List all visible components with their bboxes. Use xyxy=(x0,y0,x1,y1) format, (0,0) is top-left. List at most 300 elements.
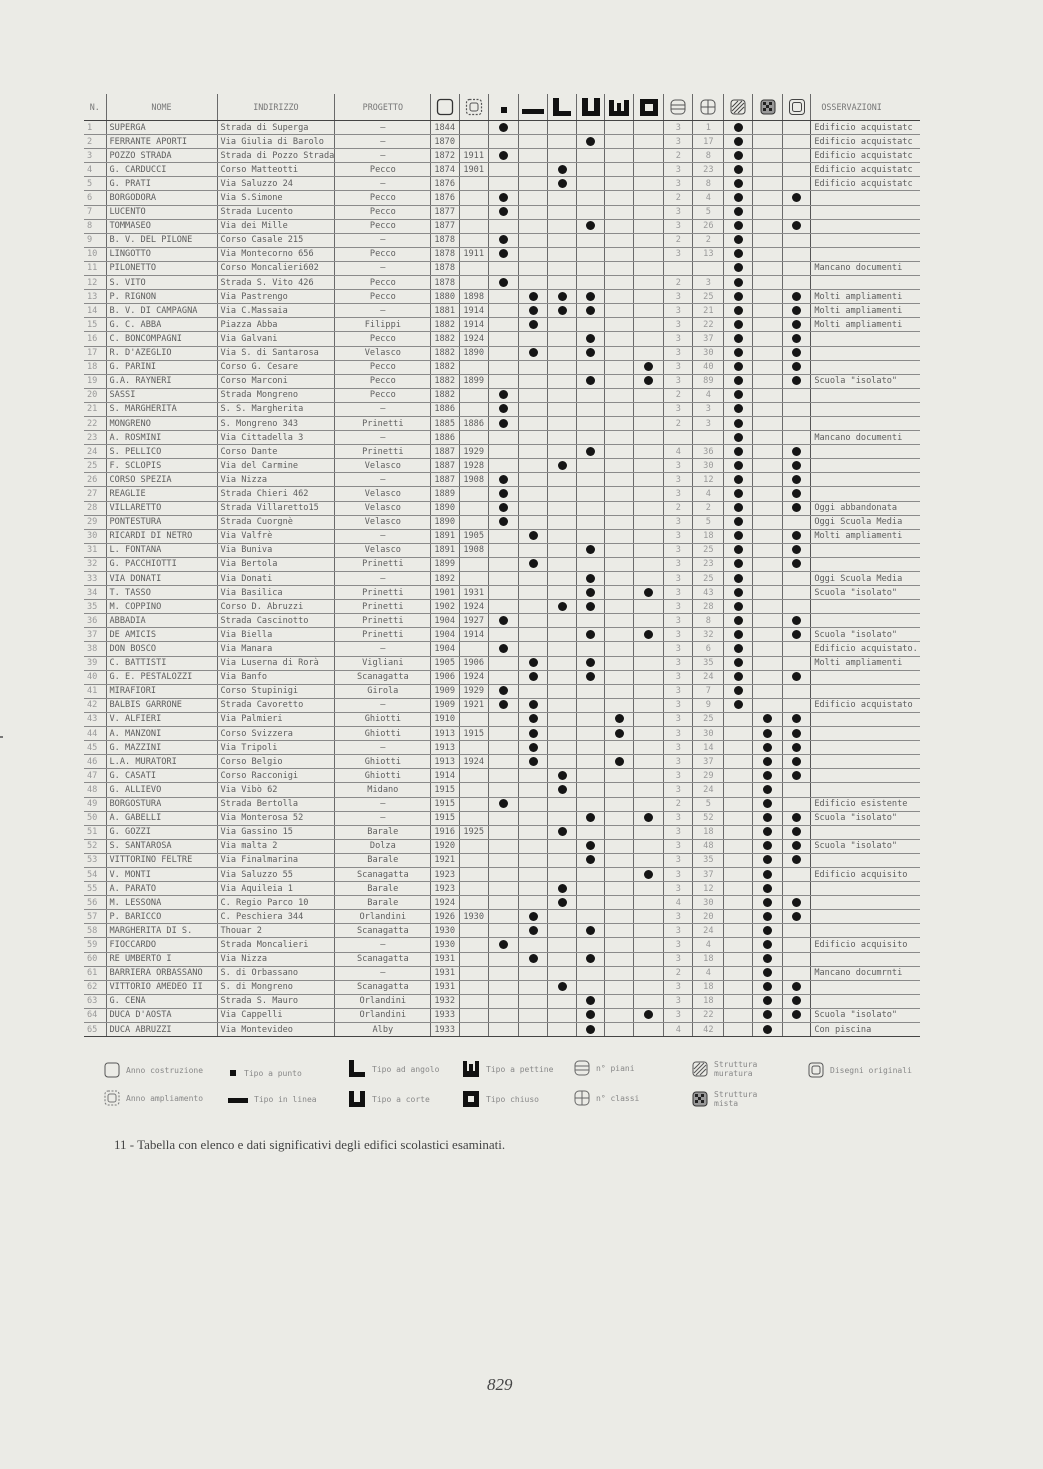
dot-marker xyxy=(734,574,743,583)
cell-muratura xyxy=(724,839,753,853)
cell-progetto: Prinetti xyxy=(335,600,431,614)
dot-marker xyxy=(763,884,772,893)
cell-n: 28 xyxy=(84,501,106,515)
cell-punto xyxy=(489,755,519,769)
cell-angolo xyxy=(548,219,577,233)
cell-indirizzo: Via Banfo xyxy=(217,670,335,684)
cell-n: 6 xyxy=(84,191,106,205)
cell-n: 31 xyxy=(84,543,106,557)
cell-angolo xyxy=(548,261,577,275)
dot-marker xyxy=(644,1010,653,1019)
cell-angolo xyxy=(548,1008,577,1022)
table-row xyxy=(84,501,920,515)
cell-punto xyxy=(489,261,519,275)
cell-punto xyxy=(489,543,519,557)
cell-pettine xyxy=(605,445,634,459)
cell-mista xyxy=(753,233,783,247)
cell-anno-ampliamento xyxy=(460,741,489,755)
cell-piani: 3 xyxy=(664,712,693,726)
legend-muratura-line2: muratura xyxy=(714,1069,753,1078)
cell-mista xyxy=(753,600,783,614)
cell-chiuso xyxy=(634,825,664,839)
cell-osservazioni: Molti ampliamenti xyxy=(811,304,920,318)
cell-n: 15 xyxy=(84,318,106,332)
cell-punto xyxy=(489,727,519,741)
cell-punto xyxy=(489,445,519,459)
table-row xyxy=(84,445,920,459)
cell-nome: C. BONCOMPAGNI xyxy=(106,332,217,346)
dot-marker xyxy=(586,1025,595,1034)
cell-angolo xyxy=(548,642,577,656)
cell-chiuso xyxy=(634,416,664,430)
table-row xyxy=(84,628,920,642)
cell-disegni xyxy=(783,543,811,557)
cell-pettine xyxy=(605,614,634,628)
cell-piani: 3 xyxy=(664,346,693,360)
cell-angolo xyxy=(548,346,577,360)
cell-chiuso xyxy=(634,487,664,501)
table-row xyxy=(84,247,920,261)
cell-chiuso xyxy=(634,177,664,191)
cell-punto xyxy=(489,515,519,529)
cell-angolo xyxy=(548,135,577,149)
cell-disegni xyxy=(783,388,811,402)
cell-anno-costruzione: 1878 xyxy=(431,276,460,290)
cell-punto xyxy=(489,501,519,515)
struttura-mista-icon xyxy=(692,1091,708,1107)
cell-linea xyxy=(519,445,548,459)
dot-marker xyxy=(586,221,595,230)
dot-marker xyxy=(763,968,772,977)
cell-indirizzo: S. di Orbassano xyxy=(217,966,335,980)
cell-piani: 3 xyxy=(664,459,693,473)
cell-osservazioni: Oggi abbandonata xyxy=(811,501,920,515)
dot-marker xyxy=(734,362,743,371)
cell-progetto: Velasco xyxy=(335,487,431,501)
cell-classi: 1 xyxy=(693,121,724,135)
cell-punto xyxy=(489,712,519,726)
cell-angolo xyxy=(548,600,577,614)
cell-nome: MIRAFIORI xyxy=(106,684,217,698)
cell-nome: B. V. DI CAMPAGNA xyxy=(106,304,217,318)
dot-marker xyxy=(529,729,538,738)
cell-indirizzo: Via Nizza xyxy=(217,473,335,487)
dot-marker xyxy=(499,700,508,709)
dot-marker xyxy=(734,475,743,484)
cell-pettine xyxy=(605,191,634,205)
cell-muratura xyxy=(724,374,753,388)
cell-angolo xyxy=(548,459,577,473)
cell-nome: A. MANZONI xyxy=(106,727,217,741)
cell-mista xyxy=(753,191,783,205)
cell-progetto: Pecco xyxy=(335,247,431,261)
cell-anno-costruzione: 1870 xyxy=(431,135,460,149)
dot-marker xyxy=(763,898,772,907)
cell-n: 20 xyxy=(84,388,106,402)
cell-corte xyxy=(577,642,605,656)
cell-nome: BALBIS GARRONE xyxy=(106,698,217,712)
cell-corte xyxy=(577,727,605,741)
cell-linea xyxy=(519,966,548,980)
cell-anno-costruzione: 1914 xyxy=(431,769,460,783)
dot-marker xyxy=(529,348,538,357)
cell-chiuso xyxy=(634,882,664,896)
cell-pettine xyxy=(605,727,634,741)
dot-marker xyxy=(586,602,595,611)
cell-muratura xyxy=(724,388,753,402)
cell-pettine xyxy=(605,938,634,952)
cell-chiuso xyxy=(634,459,664,473)
cell-linea xyxy=(519,431,548,445)
cell-chiuso xyxy=(634,966,664,980)
cell-angolo xyxy=(548,247,577,261)
cell-punto xyxy=(489,600,519,614)
dot-marker xyxy=(792,334,801,343)
cell-angolo xyxy=(548,191,577,205)
cell-linea xyxy=(519,416,548,430)
cell-mista xyxy=(753,276,783,290)
cell-corte xyxy=(577,783,605,797)
cell-progetto: Velasco xyxy=(335,346,431,360)
cell-osservazioni: Scuola "isolato" xyxy=(811,1008,920,1022)
cell-anno-ampliamento xyxy=(460,1023,489,1037)
cell-n: 14 xyxy=(84,304,106,318)
cell-chiuso xyxy=(634,529,664,543)
cell-corte xyxy=(577,839,605,853)
cell-punto xyxy=(489,783,519,797)
cell-muratura xyxy=(724,769,753,783)
cell-chiuso xyxy=(634,853,664,867)
dot-marker xyxy=(644,813,653,822)
cell-linea xyxy=(519,163,548,177)
cell-angolo xyxy=(548,416,577,430)
cell-disegni xyxy=(783,994,811,1008)
cell-corte xyxy=(577,825,605,839)
dot-marker xyxy=(734,376,743,385)
cell-n: 1 xyxy=(84,121,106,135)
cell-angolo xyxy=(548,712,577,726)
cell-progetto: Pecco xyxy=(335,332,431,346)
dot-marker xyxy=(558,461,567,470)
legend-muratura-line1: Struttura xyxy=(714,1060,758,1069)
dot-marker xyxy=(734,151,743,160)
cell-punto xyxy=(489,121,519,135)
cell-indirizzo: Via Nizza xyxy=(217,952,335,966)
cell-indirizzo: C. Regio Parco 10 xyxy=(217,896,335,910)
cell-anno-costruzione: 1878 xyxy=(431,261,460,275)
cell-nome: G. CARDUCCI xyxy=(106,163,217,177)
cell-indirizzo: Via Cittadella 3 xyxy=(217,431,335,445)
cell-muratura xyxy=(724,149,753,163)
cell-muratura xyxy=(724,825,753,839)
cell-linea xyxy=(519,586,548,600)
dot-marker xyxy=(792,461,801,470)
cell-linea xyxy=(519,374,548,388)
cell-punto xyxy=(489,360,519,374)
cell-pettine xyxy=(605,825,634,839)
cell-corte xyxy=(577,247,605,261)
cell-anno-ampliamento xyxy=(460,811,489,825)
cell-piani: 3 xyxy=(664,219,693,233)
table-row xyxy=(84,966,920,980)
dot-marker xyxy=(586,574,595,583)
cell-osservazioni xyxy=(811,684,920,698)
cell-linea xyxy=(519,853,548,867)
cell-chiuso xyxy=(634,135,664,149)
cell-piani: 3 xyxy=(664,924,693,938)
cell-osservazioni xyxy=(811,910,920,924)
dot-marker xyxy=(615,714,624,723)
dot-marker xyxy=(499,940,508,949)
cell-linea xyxy=(519,727,548,741)
table-row xyxy=(84,121,920,135)
cell-pettine xyxy=(605,684,634,698)
cell-mista xyxy=(753,1023,783,1037)
cell-linea xyxy=(519,769,548,783)
cell-osservazioni xyxy=(811,276,920,290)
cell-pettine xyxy=(605,431,634,445)
cell-mista xyxy=(753,825,783,839)
dot-marker xyxy=(529,912,538,921)
header-row xyxy=(84,94,920,121)
cell-n: 40 xyxy=(84,670,106,684)
dot-marker xyxy=(763,1010,772,1019)
cell-anno-ampliamento xyxy=(460,402,489,416)
cell-corte xyxy=(577,445,605,459)
cell-piani: 3 xyxy=(664,402,693,416)
cell-progetto: Prinetti xyxy=(335,628,431,642)
cell-anno-ampliamento xyxy=(460,966,489,980)
cell-muratura xyxy=(724,431,753,445)
cell-linea xyxy=(519,642,548,656)
cell-mista xyxy=(753,304,783,318)
cell-punto xyxy=(489,656,519,670)
cell-nome: BORGODORA xyxy=(106,191,217,205)
cell-punto xyxy=(489,487,519,501)
cell-pettine xyxy=(605,501,634,515)
cell-chiuso xyxy=(634,515,664,529)
cell-anno-ampliamento: 1929 xyxy=(460,445,489,459)
cell-n: 30 xyxy=(84,529,106,543)
cell-angolo xyxy=(548,839,577,853)
cell-angolo xyxy=(548,290,577,304)
cell-anno-ampliamento xyxy=(460,233,489,247)
cell-corte xyxy=(577,684,605,698)
cell-anno-costruzione: 1930 xyxy=(431,938,460,952)
cell-indirizzo: Via Pastrengo xyxy=(217,290,335,304)
cell-muratura xyxy=(724,416,753,430)
dot-marker xyxy=(734,235,743,244)
cell-progetto: Pecco xyxy=(335,205,431,219)
dot-marker xyxy=(586,137,595,146)
cell-angolo xyxy=(548,825,577,839)
cell-muratura xyxy=(724,402,753,416)
table-row xyxy=(84,614,920,628)
cell-angolo xyxy=(548,628,577,642)
cell-disegni xyxy=(783,825,811,839)
dot-marker xyxy=(586,1010,595,1019)
cell-osservazioni: Scuola "isolato" xyxy=(811,374,920,388)
cell-chiuso xyxy=(634,924,664,938)
table-row xyxy=(84,416,920,430)
cell-anno-ampliamento xyxy=(460,177,489,191)
cell-nome: F. SCLOPIS xyxy=(106,459,217,473)
cell-classi: 24 xyxy=(693,670,724,684)
cell-mista xyxy=(753,980,783,994)
cell-anno-ampliamento xyxy=(460,769,489,783)
cell-n: 62 xyxy=(84,980,106,994)
cell-linea xyxy=(519,670,548,684)
cell-pettine xyxy=(605,994,634,1008)
cell-punto xyxy=(489,698,519,712)
cell-nome: POZZO STRADA xyxy=(106,149,217,163)
dot-marker xyxy=(763,841,772,850)
table-row xyxy=(84,402,920,416)
cell-mista xyxy=(753,839,783,853)
cell-punto xyxy=(489,1008,519,1022)
margin-mark xyxy=(0,736,3,738)
cell-pettine xyxy=(605,924,634,938)
dot-marker xyxy=(734,221,743,230)
cell-mista xyxy=(753,247,783,261)
cell-anno-ampliamento xyxy=(460,360,489,374)
cell-osservazioni: Edificio acquistatc xyxy=(811,163,920,177)
cell-mista xyxy=(753,290,783,304)
legend-mista-line1: Struttura xyxy=(714,1090,758,1099)
cell-osservazioni: Edificio acquistatc xyxy=(811,177,920,191)
cell-anno-ampliamento: 1886 xyxy=(460,416,489,430)
cell-classi: 25 xyxy=(693,290,724,304)
cell-punto xyxy=(489,966,519,980)
cell-anno-ampliamento: 1924 xyxy=(460,755,489,769)
cell-n: 47 xyxy=(84,769,106,783)
cell-linea xyxy=(519,233,548,247)
cell-linea xyxy=(519,684,548,698)
cell-piani: 3 xyxy=(664,487,693,501)
cell-anno-ampliamento xyxy=(460,261,489,275)
cell-linea xyxy=(519,332,548,346)
dot-marker xyxy=(734,700,743,709)
dot-marker xyxy=(558,898,567,907)
cell-corte xyxy=(577,557,605,571)
cell-osservazioni xyxy=(811,205,920,219)
cell-indirizzo: Via Galvani xyxy=(217,332,335,346)
cell-punto xyxy=(489,825,519,839)
dot-marker xyxy=(792,616,801,625)
cell-linea xyxy=(519,261,548,275)
cell-chiuso xyxy=(634,670,664,684)
cell-osservazioni xyxy=(811,712,920,726)
cell-linea xyxy=(519,656,548,670)
header-nome: NOME xyxy=(106,94,217,121)
cell-corte xyxy=(577,741,605,755)
cell-piani: 3 xyxy=(664,1008,693,1022)
table-row xyxy=(84,431,920,445)
cell-indirizzo: Strada S. Vito 426 xyxy=(217,276,335,290)
cell-anno-ampliamento xyxy=(460,1008,489,1022)
cell-corte xyxy=(577,205,605,219)
cell-nome: CORSO SPEZIA xyxy=(106,473,217,487)
dot-marker xyxy=(734,517,743,526)
anno-costruzione-icon xyxy=(104,1062,120,1078)
cell-mista xyxy=(753,896,783,910)
cell-osservazioni: Mancano documenti xyxy=(811,261,920,275)
cell-pettine xyxy=(605,163,634,177)
cell-corte xyxy=(577,346,605,360)
cell-chiuso xyxy=(634,121,664,135)
cell-progetto: Ghiotti xyxy=(335,727,431,741)
cell-pettine xyxy=(605,290,634,304)
dot-marker xyxy=(792,193,801,202)
cell-piani: 2 xyxy=(664,276,693,290)
cell-mista xyxy=(753,783,783,797)
cell-chiuso xyxy=(634,797,664,811)
cell-piani: 3 xyxy=(664,825,693,839)
cell-classi: 20 xyxy=(693,910,724,924)
cell-n: 19 xyxy=(84,374,106,388)
dot-marker xyxy=(499,686,508,695)
cell-piani xyxy=(664,261,693,275)
cell-piani: 3 xyxy=(664,163,693,177)
cell-indirizzo: Via Montevideo xyxy=(217,1023,335,1037)
cell-anno-ampliamento xyxy=(460,191,489,205)
cell-anno-costruzione: 1915 xyxy=(431,811,460,825)
dot-marker xyxy=(792,306,801,315)
cell-angolo xyxy=(548,473,577,487)
cell-progetto: – xyxy=(335,811,431,825)
table-row xyxy=(84,205,920,219)
cell-linea xyxy=(519,473,548,487)
cell-anno-ampliamento xyxy=(460,980,489,994)
cell-anno-costruzione: 1904 xyxy=(431,628,460,642)
cell-indirizzo: Strada di Superga xyxy=(217,121,335,135)
table-row xyxy=(84,586,920,600)
cell-disegni xyxy=(783,839,811,853)
cell-n: 5 xyxy=(84,177,106,191)
cell-indirizzo: Via Cappelli xyxy=(217,1008,335,1022)
cell-corte xyxy=(577,980,605,994)
cell-angolo xyxy=(548,769,577,783)
cell-mista xyxy=(753,149,783,163)
cell-nome: V. MONTI xyxy=(106,867,217,881)
dot-marker xyxy=(558,602,567,611)
cell-punto xyxy=(489,924,519,938)
cell-pettine xyxy=(605,346,634,360)
cell-corte xyxy=(577,882,605,896)
cell-chiuso xyxy=(634,557,664,571)
cell-progetto: Pecco xyxy=(335,374,431,388)
cell-chiuso xyxy=(634,191,664,205)
cell-classi: 18 xyxy=(693,980,724,994)
cell-corte xyxy=(577,431,605,445)
cell-punto xyxy=(489,135,519,149)
cell-disegni xyxy=(783,205,811,219)
table-row xyxy=(84,233,920,247)
dot-marker xyxy=(734,545,743,554)
cell-linea xyxy=(519,980,548,994)
cell-corte xyxy=(577,853,605,867)
disegni-originali-icon xyxy=(788,98,806,116)
legend-mista-line2: mista xyxy=(714,1099,739,1108)
table-row xyxy=(84,684,920,698)
cell-osservazioni xyxy=(811,670,920,684)
cell-muratura xyxy=(724,938,753,952)
cell-anno-costruzione: 1878 xyxy=(431,247,460,261)
dot-marker xyxy=(529,700,538,709)
table-row xyxy=(84,360,920,374)
dot-marker xyxy=(644,376,653,385)
cell-classi: 8 xyxy=(693,149,724,163)
